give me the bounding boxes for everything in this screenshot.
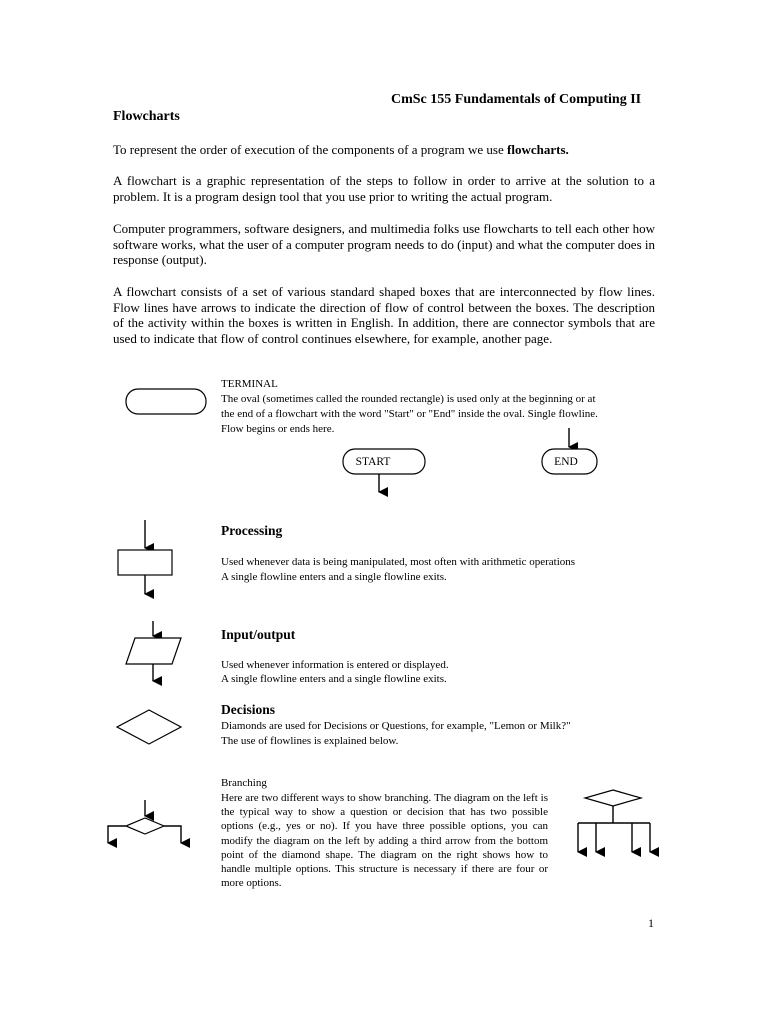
terminal-line-1: The oval (sometimes called the rounded rectangle) is used only at the beginning or at: [221, 393, 596, 405]
processing-title: Processing: [221, 523, 283, 538]
page-number: 1: [648, 916, 654, 930]
course-title: CmSc 155 Fundamentals of Computing II: [391, 92, 642, 107]
decisions-line-1: Diamonds are used for Decisions or Questions, for example, "Lemon or Milk?": [221, 720, 571, 732]
processing-box: [118, 550, 172, 575]
paragraph-definition: A flowchart is a graphic representation of the steps to follow in order to arrive at the solution to a problem. It is a program design tool that you use prior to writing the actual program.: [113, 173, 655, 204]
section-title: Flowcharts: [113, 109, 180, 124]
io-title: Input/output: [221, 627, 296, 642]
decision-diamond: [117, 710, 181, 744]
io-line-1: Used whenever information is entered or displayed.: [221, 659, 449, 671]
io-line-2: A single flowline enters and a single flowline exits.: [221, 673, 447, 685]
decisions-line-2: The use of flowlines is explained below.: [221, 735, 399, 747]
intro-emphasis: flowcharts.: [507, 142, 569, 157]
branching-text: Here are two different ways to show branching. The diagram on the left is the typical way to show a question or decision that has two possible options (e.g., yes or no). If you have three possible options, you can modify the diagram on the left by adding a third arrow from the bottom point of the diamond shape. The diagram on the right shows how to handle multiple options. This structure is necessary if there are four or more options.: [221, 792, 548, 890]
intro-text: To represent the order of execution of the components of a program we use: [113, 142, 508, 157]
branch-left-arm: [108, 826, 126, 843]
processing-line-2: A single flowline enters and a single flowline exits.: [221, 571, 447, 583]
branch-multi-diamond: [585, 790, 641, 806]
io-parallelogram: [126, 638, 181, 664]
branch-left-diamond: [126, 818, 164, 834]
paragraph-structure: A flowchart consists of a set of various standard shaped boxes that are interconnected by flow lines. Flow lines have arrows to indicate the direction of flow of control between the boxes. The description of the activity within the boxes is written in English. In addition, there are connector symbols that are used to indicate that flow of control continues elsewhere, for example, another page.: [113, 284, 655, 346]
terminal-line-3: Flow begins or ends here.: [221, 423, 335, 435]
paragraph-usage: Computer programmers, software designers, and multimedia folks use flowcharts to tell each other how software works, what the user of a computer program needs to do (input) and what the computer does in response (output).: [113, 221, 655, 268]
branching-title: Branching: [221, 777, 267, 789]
decisions-title: Decisions: [221, 702, 275, 717]
start-label: START: [355, 456, 391, 468]
terminal-line-2: the end of a flowchart with the word "Start" or "End" inside the oval. Single flowline.: [221, 408, 598, 420]
terminal-oval-shape: [126, 389, 206, 414]
processing-line-1: Used whenever data is being manipulated, most often with arithmetic operations: [221, 556, 576, 568]
terminal-title: TERMINAL: [221, 378, 278, 390]
end-label: END: [554, 456, 578, 468]
branch-right-arm: [164, 826, 181, 843]
